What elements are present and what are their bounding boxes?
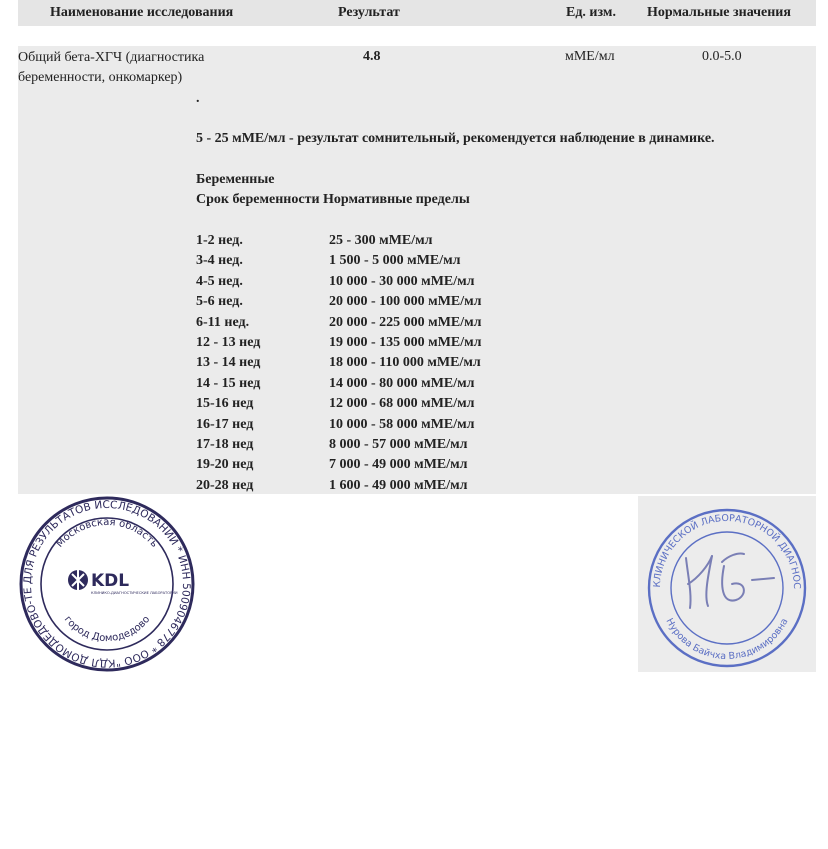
pregnancy-week: 16-17 нед — [196, 416, 254, 432]
pregnancy-week: 1-2 нед. — [196, 233, 243, 248]
doctor-stamp-graphic — [638, 496, 816, 672]
pregnancy-week: 15-16 нед — [196, 396, 254, 412]
pregnancy-range: 10 000 - 58 000 мМЕ/мл — [329, 416, 475, 432]
pregnancy-range: 12 000 - 68 000 мМЕ/мл — [329, 396, 475, 412]
pregnancy-subtitle: Срок беременности Нормативные пределы — [196, 192, 470, 207]
result-comment: 5 - 25 мМЕ/мл - результат сомнительный, рекомендуется наблюдение в динамике. — [196, 131, 715, 146]
header-col-unit: Ед. изм. — [566, 5, 616, 20]
pregnancy-range: 14 000 - 80 000 мМЕ/мл — [329, 375, 475, 391]
pregnancy-week: 14 - 15 нед — [196, 375, 261, 391]
svg-text:КЛИНИКО-ДИАГНОСТИЧЕСКИЕ ЛАБОРА: КЛИНИКО-ДИАГНОСТИЧЕСКИЕ ЛАБОРАТОРИИ — [91, 591, 178, 595]
doctor-stamp-bottom-text: Нурова Байчха Владимировна — [663, 616, 791, 663]
pregnancy-week: 12 - 13 нед — [196, 334, 261, 350]
pregnancy-range: 25 - 300 мМЕ/мл — [329, 233, 433, 248]
pregnancy-range: 20 000 - 225 000 мМЕ/мл — [329, 314, 482, 330]
dot-mark: . — [196, 91, 200, 106]
pregnancy-range: 18 000 - 110 000 мМЕ/мл — [329, 355, 481, 371]
header-col-name: Наименование исследования — [50, 5, 234, 20]
pregnancy-range: 7 000 - 49 000 мМЕ/мл — [329, 457, 468, 473]
lab-stamp-outer-text: ДЛЯ РЕЗУЛЬТАТОВ ИССЛЕДОВАНИЙ * ИНН 5009046778 * ООО "КДЛ ДОМОДЕДОВО-ТЕ — [21, 498, 193, 670]
pregnancy-week: 6-11 нед. — [196, 314, 250, 330]
header-col-norm: Нормальные значения — [647, 5, 791, 20]
test-norm: 0.0-5.0 — [702, 49, 742, 64]
test-name — [18, 48, 204, 88]
doctor-stamp — [638, 496, 816, 672]
test-name-line2: беременности, онкомаркер) — [18, 70, 183, 85]
test-name-line1: Общий бета-ХГЧ (диагностика — [18, 50, 205, 65]
doctor-signature — [686, 553, 774, 608]
header-col-result: Результат — [338, 5, 400, 20]
pregnancy-range: 1 600 - 49 000 мМЕ/мл — [329, 477, 468, 493]
pregnancy-range: 1 500 - 5 000 мМЕ/мл — [329, 253, 461, 269]
pregnancy-week: 13 - 14 нед — [196, 355, 261, 371]
test-unit: мМЕ/мл — [565, 49, 615, 64]
pregnancy-range: 20 000 - 100 000 мМЕ/мл — [329, 294, 482, 310]
lab-stamp-graphic — [18, 496, 196, 672]
lab-stamp — [18, 496, 196, 672]
pregnancy-range: 8 000 - 57 000 мМЕ/мл — [329, 436, 468, 452]
pregnancy-week: 5-6 нед. — [196, 294, 243, 310]
pregnancy-title: Беременные — [196, 172, 275, 187]
pregnancy-week: 20-28 нед — [196, 477, 254, 493]
kdl-logo — [68, 570, 178, 595]
pregnancy-week: 4-5 нед. — [196, 273, 243, 289]
pregnancy-week: 3-4 нед. — [196, 253, 243, 269]
pregnancy-range: 10 000 - 30 000 мМЕ/мл — [329, 273, 475, 289]
pregnancy-week: 17-18 нед — [196, 436, 254, 452]
lab-stamp-inner-bottom: город Домодедово — [61, 614, 153, 645]
svg-text:KDL: KDL — [91, 571, 130, 591]
lab-stamp-inner-top: Московская область — [54, 516, 160, 550]
pregnancy-week: 19-20 нед — [196, 457, 254, 473]
doctor-stamp-top-text: КЛИНИЧЕСКОЙ ЛАБОРАТОРНОЙ ДИАГНОС — [651, 512, 803, 590]
pregnancy-range: 19 000 - 135 000 мМЕ/мл — [329, 334, 482, 350]
test-result: 4.8 — [363, 49, 381, 64]
